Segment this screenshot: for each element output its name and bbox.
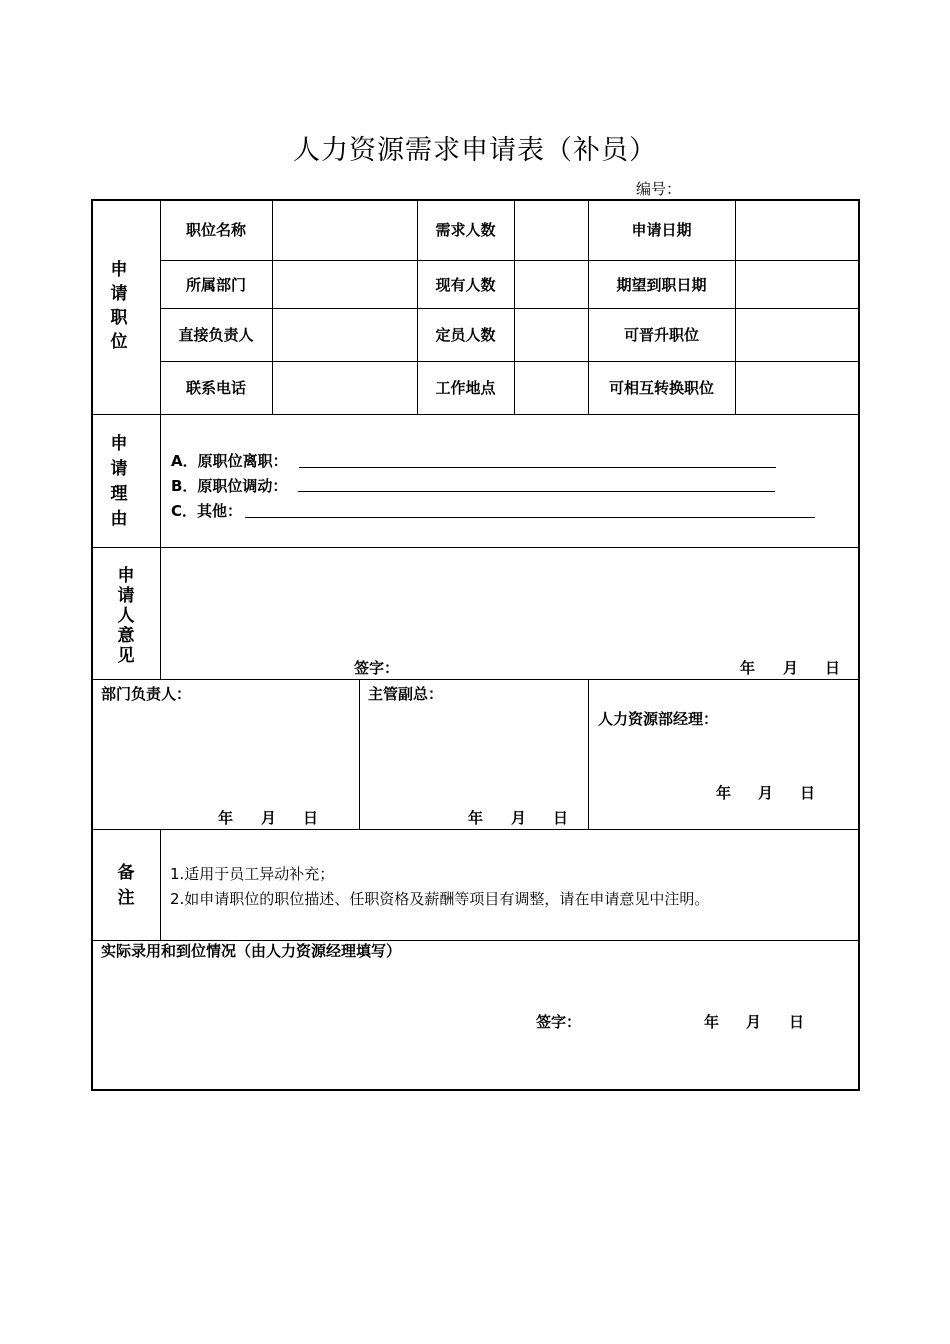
page-title: 人力资源需求申请表（补员） [293, 135, 657, 166]
remarks-section-label: 备注 [117, 863, 135, 908]
actual-sign-label: 签字： [536, 1013, 582, 1031]
work-location-value[interactable] [515, 362, 587, 413]
remark-item-2: 2.如申请职位的职位描述、任职资格及薪酬等项目有调整，请在申请意见中注明。 [170, 890, 710, 908]
headcount-needed-value[interactable] [515, 200, 587, 259]
divider-reason-end [91, 547, 860, 548]
hr-manager-label: 人力资源部经理： [598, 710, 719, 728]
field-label-job-title: 职位名称 [185, 221, 246, 239]
field-label-direct-manager: 直接负责人 [178, 326, 254, 344]
field-label-authorized-headcount: 定员人数 [435, 326, 496, 344]
serial-number-label: 编号： [636, 180, 682, 198]
supervisor-label: 主管副总： [368, 685, 444, 703]
direct-manager-value[interactable] [273, 309, 416, 360]
reason-option-a: A．原职位离职： [171, 452, 288, 470]
position-section-label: 申请职位 [110, 260, 128, 352]
hr-manager-date-month: 月 [758, 784, 774, 802]
remark-item-1: 1.适用于员工异动补充； [170, 865, 335, 883]
field-label-work-location: 工作地点 [435, 379, 496, 397]
department-value[interactable] [273, 261, 416, 307]
applicant-date-year: 年 [740, 659, 756, 677]
actual-date-day: 日 [789, 1013, 805, 1031]
dept-head-date-day: 日 [303, 809, 319, 827]
field-label-promotion-position: 可晋升职位 [623, 326, 699, 344]
field-label-current-headcount: 现有人数 [435, 275, 496, 294]
hr-manager-date-year: 年 [716, 784, 732, 802]
divider-applicant-end [91, 679, 860, 680]
hr-manager-date-day: 日 [800, 784, 816, 802]
field-label-expected-start-date: 期望到职日期 [616, 275, 707, 294]
field-label-headcount-needed: 需求人数 [435, 221, 496, 239]
divider-approval-col [359, 679, 360, 830]
supervisor-date-day: 日 [553, 809, 569, 827]
field-label-application-date: 申请日期 [631, 221, 692, 239]
current-headcount-value[interactable] [515, 261, 587, 307]
reason-option-a-line[interactable] [299, 467, 776, 468]
reason-option-c: C．其他： [171, 502, 243, 520]
divider-position-end [91, 414, 860, 415]
field-label-department: 所属部门 [185, 275, 246, 294]
applicant-date-month: 月 [783, 659, 799, 677]
field-label-contact-phone: 联系电话 [185, 379, 246, 397]
reason-option-c-line[interactable] [245, 517, 815, 518]
actual-date-year: 年 [704, 1013, 720, 1031]
divider-approvals-end [91, 829, 860, 830]
actual-date-month: 月 [746, 1013, 762, 1031]
applicant-sign-label: 签字： [354, 659, 400, 677]
dept-head-date-month: 月 [261, 809, 277, 827]
application-date-value[interactable] [736, 200, 858, 259]
divider-side-column [160, 829, 161, 941]
actual-hiring-label: 实际录用和到位情况（由人力资源经理填写） [101, 942, 402, 960]
dept-head-date-year: 年 [218, 809, 234, 827]
promotion-position-value[interactable] [736, 309, 858, 360]
job-title-value[interactable] [273, 200, 416, 259]
contact-phone-value[interactable] [273, 362, 416, 413]
applicant-section-label: 申请人意见 [117, 566, 135, 666]
authorized-headcount-value[interactable] [515, 309, 587, 360]
reason-section-label: 申请理由 [110, 434, 128, 529]
dept-head-label: 部门负责人： [101, 685, 192, 703]
divider-approval-col [588, 679, 589, 830]
field-label-interchangeable-position: 可相互转换职位 [608, 379, 714, 397]
reason-option-b-line[interactable] [298, 491, 775, 492]
applicant-date-day: 日 [825, 659, 841, 677]
supervisor-date-year: 年 [468, 809, 484, 827]
reason-option-b: B．原职位调动： [171, 477, 288, 495]
supervisor-date-month: 月 [511, 809, 527, 827]
expected-start-date-value[interactable] [736, 261, 858, 307]
interchangeable-position-value[interactable] [736, 362, 858, 413]
